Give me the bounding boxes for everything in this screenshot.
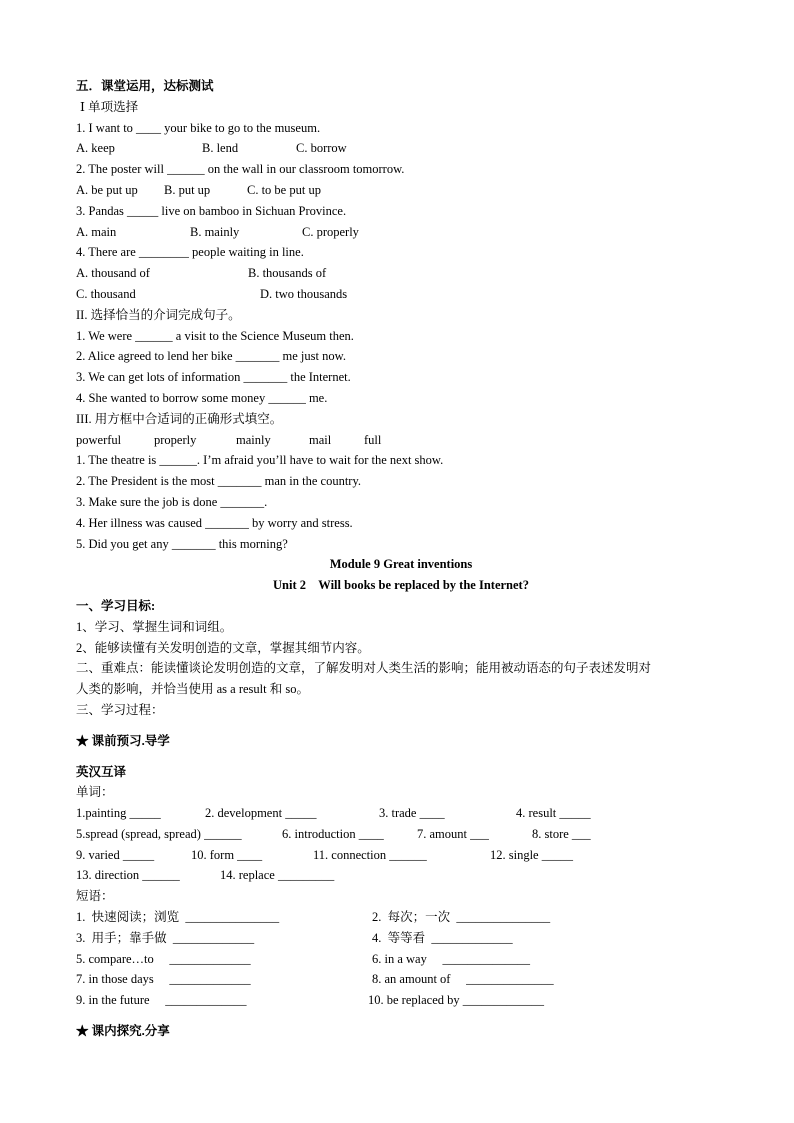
part-2-item: 4. She wanted to borrow some money ______ me. xyxy=(76,390,328,405)
phrase-item: 3. 用手；靠手做 _____________ xyxy=(76,930,255,945)
vocab-row xyxy=(76,865,726,886)
worksheet-page xyxy=(76,76,726,1042)
part-3-item: 2. The President is the most _______ man in the country. xyxy=(76,474,362,489)
part-3-item: 5. Did you get any _______ this morning? xyxy=(76,536,288,551)
vocab-item: 12. single _____ xyxy=(490,847,573,862)
option-a: A. main xyxy=(76,224,117,239)
part-3-item: 3. Make sure the job is done _______. xyxy=(76,494,268,509)
vocab-item: 1.painting _____ xyxy=(76,806,161,821)
vocab-item: 11. connection ______ xyxy=(313,847,427,862)
part-3-item: 1. The theatre is ______. I’m afraid you’ll have to wait for the next show. xyxy=(76,453,444,468)
phrase-row xyxy=(76,907,726,928)
part-3-item: 4. Her illness was caused _______ by worry and stress. xyxy=(76,515,353,530)
phrases-label: 短语： xyxy=(76,889,114,904)
word-box-word: powerful xyxy=(76,432,122,447)
question-4-options-cd xyxy=(76,284,726,305)
vocab-item: 6. introduction ____ xyxy=(282,826,384,841)
word-box xyxy=(76,430,726,451)
module-title: Module 9 Great inventions xyxy=(329,557,473,572)
option-b: B. put up xyxy=(164,182,211,197)
question-2-options xyxy=(76,180,726,201)
question-1-options xyxy=(76,138,726,159)
word-box-word: properly xyxy=(154,432,197,447)
part-3-title: III. 用方框中合适词的正确形式填空。 xyxy=(76,411,283,426)
word-box-word: mainly xyxy=(236,432,271,447)
question-2: 2. The poster will ______ on the wall in our classroom tomorrow. xyxy=(76,162,405,177)
phrase-item: 8. an amount of ______________ xyxy=(372,972,554,987)
vocab-item: 7. amount ___ xyxy=(417,826,489,841)
vocab-item: 10. form ____ xyxy=(191,847,263,862)
learning-goal: 2、能够读懂有关发明创造的文章，掌握其细节内容。 xyxy=(76,640,370,655)
section-5-title: 五．课堂运用，达标测试 xyxy=(76,79,214,93)
vocab-item: 3. trade ____ xyxy=(379,806,445,821)
phrase-item: 1. 快速阅读；浏览 _______________ xyxy=(76,910,280,925)
phrase-item: 5. compare…to _____________ xyxy=(76,951,251,966)
translate-title: 英汉互译 xyxy=(76,764,127,779)
option-c: C. thousand xyxy=(76,286,136,301)
vocab-item: 4. result _____ xyxy=(516,806,591,821)
process-title: 三、学习过程： xyxy=(76,702,164,717)
vocab-item: 13. direction ______ xyxy=(76,868,180,883)
part-2-title: II. 选择恰当的介词完成句子。 xyxy=(76,307,241,322)
question-3-options xyxy=(76,222,726,243)
part-2-item: 1. We were ______ a visit to the Science Museum then. xyxy=(76,328,354,343)
option-c: C. to be put up xyxy=(247,182,321,197)
learning-goal: 1、学习、掌握生词和词组。 xyxy=(76,619,233,634)
phrase-item: 9. in the future _____________ xyxy=(76,993,247,1008)
part-1-title: Ⅰ 单项选择 xyxy=(80,99,139,114)
phrase-row xyxy=(76,969,726,990)
phrase-item: 2. 每次；一次 _______________ xyxy=(372,910,551,925)
option-a: A. keep xyxy=(76,141,115,156)
option-d: D. two thousands xyxy=(260,286,348,301)
question-1: 1. I want to ____ your bike to go to the museum. xyxy=(76,120,321,135)
option-b: B. lend xyxy=(202,141,239,156)
option-c: C. properly xyxy=(302,224,359,239)
part-2-item: 2. Alice agreed to lend her bike _______ me just now. xyxy=(76,349,346,364)
option-a: A. thousand of xyxy=(76,266,150,281)
question-4-options-ab xyxy=(76,263,726,284)
vocab-row xyxy=(76,824,726,845)
phrase-item: 4. 等等看 _____________ xyxy=(372,930,513,945)
word-box-word: full xyxy=(364,432,382,447)
preview-title: ★ 课前预习.导学 xyxy=(76,733,170,748)
key-points-line: 二、重难点：能读懂谈论发明创造的文章，了解发明对人类生活的影响；能用被动语态的句子表述发明对 xyxy=(76,661,652,676)
key-points-line: 人类的影响，并恰当使用 as a result 和 so。 xyxy=(76,682,309,697)
phrase-item: 6. in a way ______________ xyxy=(372,951,530,966)
vocab-item: 5.spread (spread, spread) ______ xyxy=(76,826,242,841)
vocab-item: 9. varied _____ xyxy=(76,847,155,862)
phrase-row xyxy=(76,949,726,970)
learning-goals-title: 一、学习目标: xyxy=(76,598,156,613)
phrase-item: 7. in those days _____________ xyxy=(76,972,251,987)
vocab-item: 8. store ___ xyxy=(532,826,591,841)
option-b: B. mainly xyxy=(190,224,240,239)
option-a: A. be put up xyxy=(76,182,138,197)
vocab-item: 14. replace _________ xyxy=(220,868,335,883)
word-box-word: mail xyxy=(309,432,332,447)
option-b: B. thousands of xyxy=(248,266,327,281)
phrase-row xyxy=(76,928,726,949)
part-2-item: 3. We can get lots of information _______ the Internet. xyxy=(76,370,351,385)
unit-title: Unit 2 Will books be replaced by the Internet? xyxy=(273,578,529,593)
vocab-row xyxy=(76,803,726,824)
vocab-row xyxy=(76,845,726,866)
question-4: 4. There are ________ people waiting in line. xyxy=(76,245,304,260)
phrase-item: 10. be replaced by _____________ xyxy=(368,993,545,1008)
words-label: 单词： xyxy=(76,785,114,800)
option-c: C. borrow xyxy=(296,141,347,156)
vocab-item: 2. development _____ xyxy=(205,806,317,821)
phrase-row xyxy=(76,990,726,1011)
question-3: 3. Pandas _____ live on bamboo in Sichuan Province. xyxy=(76,203,347,218)
explore-title: ★ 课内探究.分享 xyxy=(76,1024,170,1039)
